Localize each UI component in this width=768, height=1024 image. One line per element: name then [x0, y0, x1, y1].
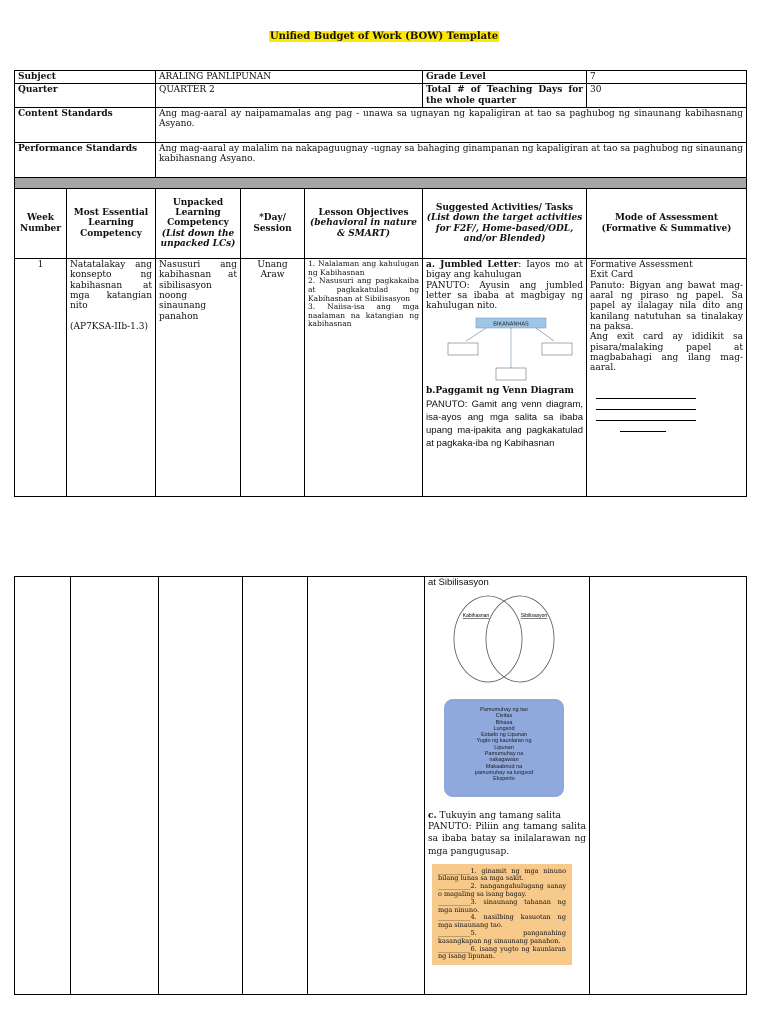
performance-standards-label: Performance Standards	[15, 143, 156, 178]
objective-item: 1. Nalalaman ang kahulugan ng Kabihasnan	[308, 259, 419, 277]
activity-b-instructions: PANUTO: Gamit ang venn diagram, isa-ayos ang mga salita sa ibaba upang ma-ipakita ang pagkakatulad at pagkaka-iba ng Kabihasnan	[426, 399, 583, 449]
venn-circle-left	[454, 596, 522, 682]
document-title: Unified Budget of Work (BOW) Template	[269, 31, 499, 42]
column-header-row	[15, 189, 747, 259]
venn-right-label: Sibilisasyon	[520, 612, 548, 619]
day-cell: Unang Araw	[241, 259, 305, 497]
venn-word: Yugto ng kaunlaran ng	[476, 738, 532, 745]
venn-diagram	[444, 593, 564, 685]
venn-word: Makaabnud na	[485, 763, 523, 770]
activities-cell: a. Jumbled Letter: Iayos mo at bigay ang kahulugan PANUTO: Ayusin ang jumbled letter sa ibaba at magbigay ng kahulugan nito. BIKANANHAS b.Paggamit ng Venn Diagram PANUTO: Gamit ang venn diagram, isa-ayos ang mga salita sa ibaba upang ma-ipakita ang pagkakatulad at pagkaka-iba ng Kabihasnan	[423, 259, 587, 497]
subject-value: ARALING PANLIPUNAN	[156, 71, 423, 84]
bow-table-page-1	[14, 70, 747, 497]
quarter-value: QUARTER 2	[156, 84, 423, 108]
quiz-item: __________6. isang yugto ng kaunlaran ng isang lipunan.	[438, 944, 566, 961]
objectives-cell	[305, 259, 423, 497]
venn-word: Civitas	[495, 713, 513, 720]
header-band	[15, 178, 747, 189]
activity-a-instructions: PANUTO: Ayusin ang jumbled letter sa ibaba at magbigay ng kahulugan nito.	[426, 280, 583, 312]
venn-word-box	[444, 699, 564, 797]
assessment-cell: Formative Assessment Exit Card Panuto: Bigyan ang bawat mag-aaral ng piraso ng papel. Sa papel ay ilalagay nila dito ang kanilang natutuhan sa tinalakay na paksa. Ang exit card ay ididikit sa pisara/malaking papel at magbabahagi ang ilang mag-aaral.	[587, 259, 747, 497]
activity-b-label: b.Paggamit ng Venn Diagram	[426, 385, 574, 396]
venn-word: Bihasa	[495, 719, 513, 726]
venn-word: Pamumuhay na	[484, 751, 524, 758]
week-1-row	[15, 259, 747, 497]
quiz-item: __________3. sinaunang tahanan ng mga ninuno.	[438, 897, 566, 914]
days-label: Total # of Teaching Days for the whole quarter	[423, 84, 587, 108]
activities-cell-continued	[425, 577, 590, 995]
content-standards-label: Content Standards	[15, 108, 156, 143]
week-header: Week Number	[15, 189, 67, 259]
melc-code: (AP7KSA-IIb-1.3)	[70, 322, 148, 333]
venn-left-label: Kabihasnan	[462, 612, 490, 619]
bow-table-page-2	[14, 576, 747, 995]
activity-a-label: a. Jumbled Letter	[426, 260, 519, 271]
venn-word: Estado ng Lipunan	[481, 732, 527, 739]
subject-label: Subject	[15, 71, 156, 84]
jumbled-letter-diagram	[446, 316, 576, 382]
diagram-box-bottom	[496, 368, 526, 380]
content-standards-text: Ang mag-aaral ay naipamamalas ang pag - unawa sa ugnayan ng kapaligiran at tao sa paghubog ng sinaunang kabihasnang Asyano.	[156, 108, 747, 143]
melc-header: Most Essential Learning Competency	[67, 189, 156, 259]
quiz-item: __________5. panganahing kasangkapan ng sinaunang panahon.	[438, 929, 566, 945]
day-header: *Day/ Session	[241, 189, 305, 259]
venn-word: nakagawian	[489, 757, 519, 764]
diagram-title-label: BIKANANHAS	[493, 321, 529, 328]
quiz-box	[432, 864, 572, 966]
week-number: 1	[15, 259, 67, 497]
content-standards-row	[15, 108, 747, 143]
quiz-item: __________2. nangangahulugang sanay o magaling sa isang bagay.	[438, 882, 566, 899]
activity-c-instructions: PANUTO: Piliin ang tamang salita sa ibaba batay sa inilalarawan ng mga pangugusap.	[428, 822, 586, 857]
unpacked-cell: Nasusuri ang kabihasnan at sibilisasyon noong sinaunang panahon	[156, 259, 241, 497]
subject-row	[15, 71, 747, 84]
answer-lines	[590, 390, 743, 432]
performance-standards-text: Ang mag-aaral ay malalim na nakapaguugnay -ugnay sa bahaging ginampanan ng kapaligiran at tao sa paghubog ng sinaunang kabihasnang Asyano.	[156, 143, 747, 178]
venn-word-list	[444, 707, 564, 783]
diagram-box-left	[448, 343, 478, 355]
venn-word: Eksperto	[493, 776, 515, 783]
venn-word: Pamumuhay ng tao	[480, 706, 528, 713]
objective-item: 3. Naiisa-isa ang mga naalaman na katangian ng kabihasnan	[308, 302, 419, 329]
venn-circle-right	[486, 596, 554, 682]
days-value: 30	[587, 84, 747, 108]
venn-word: pamumuhay sa lungsod	[474, 770, 534, 777]
melc-cell: Natatalakay ang konsepto ng kabihasnan at mga katangian nito (AP7KSA-IIb-1.3)	[67, 259, 156, 497]
objectives-header: Lesson Objectives (behavioral in nature & SMART)	[305, 189, 423, 259]
assessment-header: Mode of Assessment (Formative & Summative)	[587, 189, 747, 259]
venn-word: Lipunan	[494, 744, 514, 751]
activity-b-continued: at Sibilisasyon	[428, 577, 489, 588]
continued-row	[15, 577, 747, 995]
objective-item: 2. Nasusuri ang pagkakaiba at pagkakatulad ng Kabihasnan at Sibilisasyon	[308, 276, 419, 303]
activities-header: Suggested Activities/ Tasks (List down the target activities for F2F/, Home-based/ODL, and/or Blended)	[423, 189, 587, 259]
quarter-label: Quarter	[15, 84, 156, 108]
quiz-item: __________4. nasilbing kasuotan ng mga sinaunang tao.	[438, 913, 566, 930]
activity-c-heading: c. Tukuyin ang tamang salita	[428, 810, 561, 821]
diagram-box-right	[542, 343, 572, 355]
quiz-item: __________1. ginamit ng mga ninuno bilang lunas sa mga sakit.	[438, 866, 566, 883]
venn-word: Lungsod	[493, 725, 515, 732]
quarter-row	[15, 84, 747, 108]
unpacked-header: Unpacked Learning Competency (List down the unpacked LCs)	[156, 189, 241, 259]
performance-standards-row	[15, 143, 747, 178]
grade-value: 7	[587, 71, 747, 84]
grade-label: Grade Level	[423, 71, 587, 84]
